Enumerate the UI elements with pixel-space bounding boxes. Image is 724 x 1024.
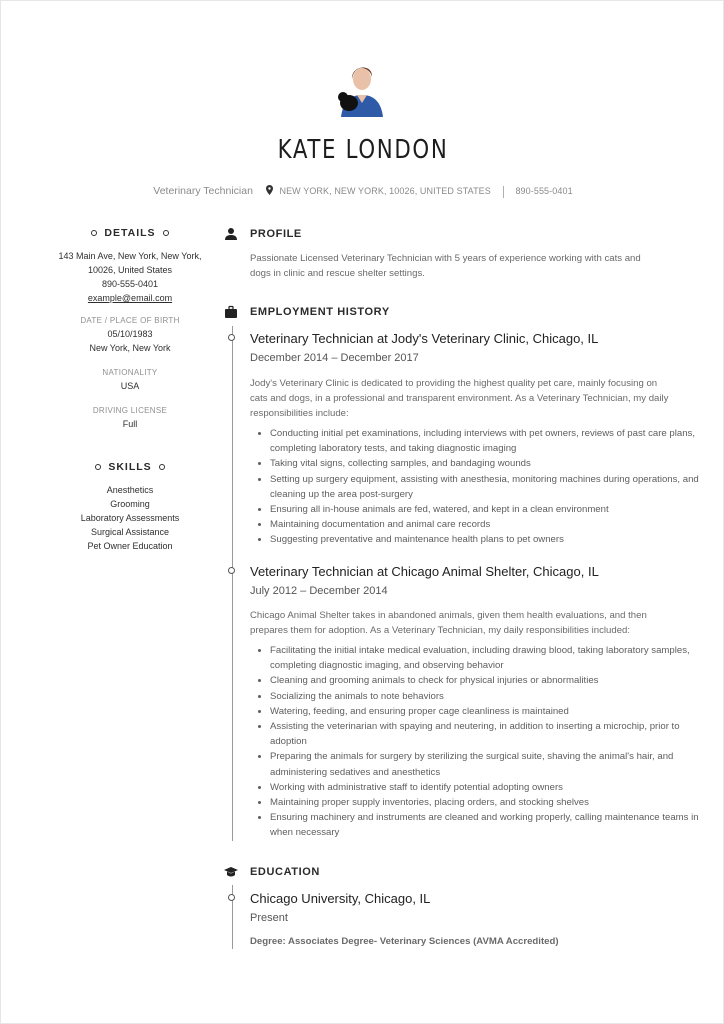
details-heading-label: DETAILS xyxy=(104,227,156,239)
education-heading: EDUCATION xyxy=(250,866,320,878)
bullet-dot-icon xyxy=(163,230,169,236)
list-item: • Preparing the animals for surgery by sterilizing the surgical suite, shaving the animal's hair, and administering sedatives and anesthetics xyxy=(270,749,700,779)
details-heading xyxy=(51,227,209,239)
skills-heading-label: SKILLS xyxy=(108,461,152,473)
divider xyxy=(503,186,504,198)
timeline-dot xyxy=(228,894,235,901)
email-link[interactable]: example@email.com xyxy=(87,293,173,303)
graduation-cap-icon xyxy=(224,865,238,879)
profile-photo xyxy=(335,57,389,117)
job-1-description: Jody's Veterinary Clinic is dedicated to providing the highest quality pet care, mainly focusing on cats and dogs, in a professional and transparent environment. As a Veterinary Technician, my daily responsibilities include: xyxy=(250,378,669,419)
phone: 890-555-0401 xyxy=(515,186,573,197)
address-line-1: 143 Main Ave, New York, New York, xyxy=(58,251,202,261)
list-item: • Maintaining proper supply inventories, placing orders, and stocking shelves xyxy=(270,795,700,810)
dob-value: 05/10/1983 xyxy=(107,329,153,339)
list-item: • Assisting the veterinarian with spaying and neutering, in addition to inserting a microchip, prior to adoption xyxy=(270,719,700,749)
license-label: DRIVING LICENSE xyxy=(92,406,168,415)
address: NEW YORK, NEW YORK, 10026, UNITED STATES xyxy=(279,186,491,197)
list-item: • Ensuring machinery and instruments are cleaned and working properly, calling maintenance teams in when necessary xyxy=(270,810,700,840)
list-item: • Watering, feeding, and ensuring proper cage cleanliness is maintained xyxy=(270,704,700,719)
skill-item: Pet Owner Education xyxy=(87,541,173,551)
list-item: • Facilitating the initial intake medical evaluation, including drawing blood, taking laboratory samples, completing diagnostic imaging, and observing behavior xyxy=(270,643,700,673)
sidebar xyxy=(51,227,209,553)
license-value: Full xyxy=(122,419,138,429)
job-1-responsibilities xyxy=(250,426,700,548)
job-2-dates: July 2012 – December 2014 xyxy=(250,585,388,597)
list-item: • Cleaning and grooming animals to check for physical injuries or abnormalities xyxy=(270,673,700,688)
dob-label: DATE / PLACE OF BIRTH xyxy=(80,316,180,325)
skill-item: Laboratory Assessments xyxy=(80,513,180,523)
list-item: • Conducting initial pet examinations, including interviews with pet owners, reviews of past care plans, completing laboratory tests, and taking diagnostic imaging xyxy=(270,426,700,456)
birthplace-value: New York, New York xyxy=(89,343,171,353)
nationality-label: NATIONALITY xyxy=(102,368,158,377)
job-2-responsibilities xyxy=(250,643,700,841)
profile-summary: Passionate Licensed Veterinary Technician with 5 years of experience working with cats and dogs in clinic and rescue shelter settings. xyxy=(250,253,641,279)
bullet-dot-icon xyxy=(91,230,97,236)
school-name: Chicago University, Chicago, IL xyxy=(250,891,431,906)
briefcase-icon xyxy=(224,305,238,319)
employment-heading: EMPLOYMENT HISTORY xyxy=(250,306,390,318)
timeline-line xyxy=(232,326,233,841)
list-item: • Setting up surgery equipment, assisting with anesthesia, monitoring machines during operations, and cleaning up the area post-surgery xyxy=(270,472,700,502)
nationality-value: USA xyxy=(120,381,140,391)
list-item: • Socializing the animals to note behaviors xyxy=(270,689,700,704)
bullet-dot-icon xyxy=(159,464,165,470)
list-item: • Suggesting preventative and maintenance health plans to pet owners xyxy=(270,532,700,547)
bullet-dot-icon xyxy=(95,464,101,470)
job-1-dates: December 2014 – December 2017 xyxy=(250,352,419,364)
education-status: Present xyxy=(250,912,288,924)
profile-heading: PROFILE xyxy=(250,228,302,240)
skill-item: Grooming xyxy=(110,499,150,509)
person-icon xyxy=(224,227,238,241)
list-item: • Ensuring all in-house animals are fed, watered, and kept in a clean environment xyxy=(270,502,700,517)
skills-heading xyxy=(51,461,209,473)
contact-line xyxy=(1,185,724,198)
address-line-2: 10026, United States xyxy=(87,265,173,275)
details-phone: 890-555-0401 xyxy=(101,279,159,289)
job-2-description: Chicago Animal Shelter takes in abandoned animals, given them health evaluations, and then prepares them for adoption. As a Veterinary Technician, my daily responsibilities included: xyxy=(250,610,647,636)
degree-line: Degree: Associates Degree- Veterinary Sciences (AVMA Accredited) xyxy=(250,936,559,947)
candidate-name: KATE LONDON xyxy=(277,135,449,165)
location-pin-icon xyxy=(266,185,273,198)
list-item: • Maintaining documentation and animal care records xyxy=(270,517,700,532)
skill-item: Anesthetics xyxy=(106,485,154,495)
timeline-dot xyxy=(228,567,235,574)
list-item: • Taking vital signs, collecting samples, and bandaging wounds xyxy=(270,456,700,471)
job-title: Veterinary Technician xyxy=(153,185,253,198)
job-1-title: Veterinary Technician at Jody's Veterinary Clinic, Chicago, IL xyxy=(250,331,599,346)
timeline-dot xyxy=(228,334,235,341)
job-2-title: Veterinary Technician at Chicago Animal Shelter, Chicago, IL xyxy=(250,564,599,579)
list-item: • Working with administrative staff to identify potential adopting owners xyxy=(270,780,700,795)
skill-item: Surgical Assistance xyxy=(90,527,170,537)
